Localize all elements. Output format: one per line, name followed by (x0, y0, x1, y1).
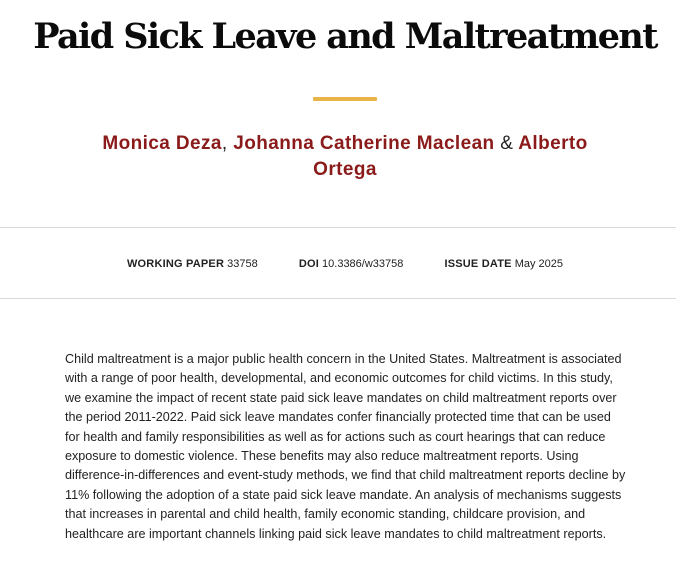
working-paper-number: 33758 (227, 258, 258, 270)
page-title: Paid Sick Leave and Maltreatment (33, 16, 657, 57)
author-separator-comma: , (221, 133, 228, 154)
issue-date-value: May 2025 (514, 258, 564, 270)
divider-bottom (0, 298, 676, 299)
doi-label: DOI (298, 258, 319, 270)
abstract-text: Child maltreatment is a major public health concern in the United States. Maltreatment is associated with a range of poor health, developmental, and economic outcomes for child victims. In this study, we examine the impact of recent state paid sick leave mandates on child maltreatment reports over the period 2011-2022. Paid sick leave mandates confer financially protected time that can be used for health and family responsibilities as well as for actions such as court hearings that can reduce exposure to domestic violence. These benefits may also reduce maltreatment reports. Using difference-in-differences and event-study methods, we find that child maltreatment reports decline by 11% following the adoption of a state paid sick leave mandate. An analysis of mechanisms suggests that increases in parental and child health, family economic standing, childcare provision, and healthcare are important channels linking paid sick leave mandates to child maltreatment reports. (65, 352, 626, 541)
issue-date-meta (444, 256, 563, 272)
author-link-3[interactable]: Alberto Ortega (313, 133, 588, 180)
author-separator-ampersand: & (500, 133, 514, 154)
issue-date-label: ISSUE DATE (444, 258, 512, 270)
title-accent-bar (313, 97, 377, 101)
doi-meta (299, 256, 404, 272)
paper-metadata (0, 256, 676, 272)
working-paper-label: WORKING PAPER (126, 258, 225, 270)
author-link-1[interactable]: Monica Deza (102, 133, 222, 154)
divider-top (0, 227, 676, 228)
author-list (70, 131, 620, 183)
author-link-2[interactable]: Johanna Catherine Maclean (233, 133, 495, 154)
working-paper-meta (127, 256, 258, 272)
doi-value[interactable]: 10.3386/w33758 (322, 258, 404, 270)
